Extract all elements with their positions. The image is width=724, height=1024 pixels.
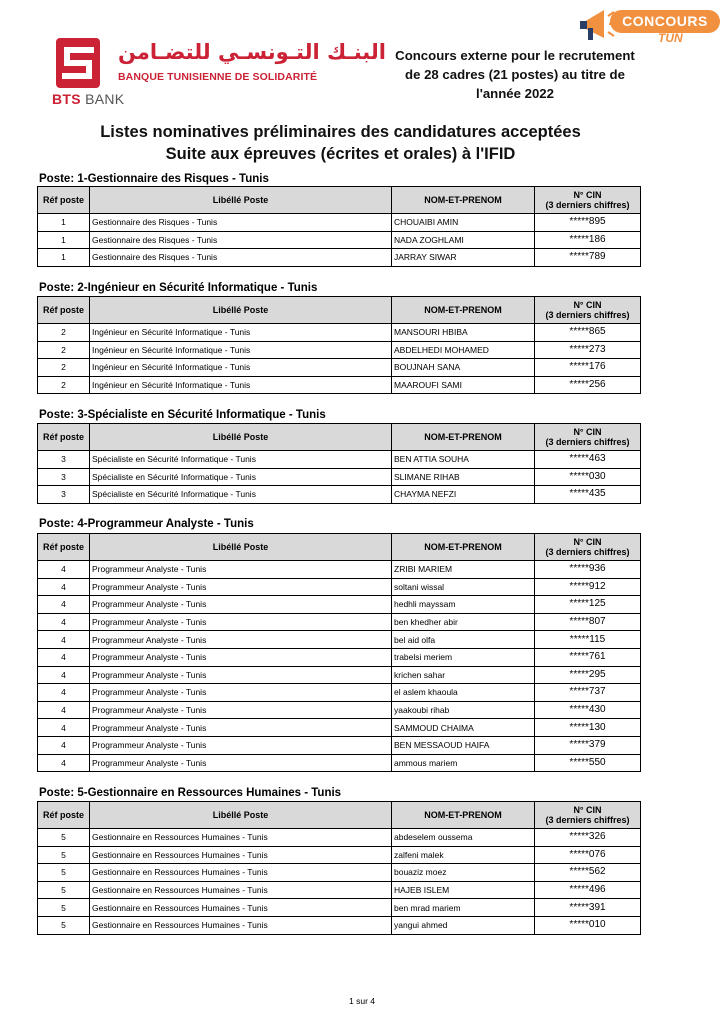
cell-ref: 4 [38, 648, 90, 666]
cell-nom: hedhli mayssam [392, 596, 535, 614]
col-header-nom: NOM-ET-PRENOM [392, 534, 535, 561]
cell-ref: 4 [38, 561, 90, 579]
cell-ref: 4 [38, 578, 90, 596]
cell-libelle: Ingénieur en Sécurité Informatique - Tunis [90, 341, 392, 359]
cell-cin: *****430 [535, 701, 641, 719]
cin-header-line: N° CIN [573, 299, 602, 310]
cell-libelle: Spécialiste en Sécurité Informatique - Tunis [90, 451, 392, 469]
cell-nom: ben khedher abir [392, 613, 535, 631]
cell-cin: *****496 [535, 881, 641, 899]
col-header-libelle: Libéllé Poste [90, 297, 392, 324]
table-header-row [38, 297, 641, 324]
table-row [38, 324, 641, 342]
cell-libelle: Spécialiste en Sécurité Informatique - Tunis [90, 486, 392, 504]
candidates-table [37, 533, 641, 772]
cell-cin: *****435 [535, 486, 641, 504]
col-header-cin [535, 534, 641, 561]
col-header-nom: NOM-ET-PRENOM [392, 297, 535, 324]
cell-ref: 5 [38, 899, 90, 917]
cell-cin: *****761 [535, 648, 641, 666]
table-row [38, 359, 641, 377]
cell-nom: yaakoubi rihab [392, 701, 535, 719]
cell-ref: 4 [38, 613, 90, 631]
cell-ref: 3 [38, 451, 90, 469]
cell-cin: *****130 [535, 719, 641, 737]
concours-line: l'année 2022 [476, 86, 554, 101]
col-header-libelle: Libéllé Poste [90, 802, 392, 829]
cell-cin: *****186 [535, 231, 641, 249]
table-row [38, 249, 641, 267]
table-row [38, 684, 641, 702]
table-row [38, 468, 641, 486]
cell-libelle: Gestionnaire en Ressources Humaines - Tunis [90, 846, 392, 864]
cell-nom: NADA ZOGHLAMI [392, 231, 535, 249]
cell-nom: zalfeni malek [392, 846, 535, 864]
cell-nom: MANSOURI HBIBA [392, 324, 535, 342]
cell-cin: *****936 [535, 561, 641, 579]
cell-libelle: Programmeur Analyste - Tunis [90, 701, 392, 719]
cell-libelle: Ingénieur en Sécurité Informatique - Tunis [90, 324, 392, 342]
cell-nom: BEN MESSAOUD HAIFA [392, 736, 535, 754]
col-header-libelle: Libéllé Poste [90, 534, 392, 561]
col-header-ref: Réf poste [38, 424, 90, 451]
cell-cin: *****125 [535, 596, 641, 614]
col-header-libelle: Libéllé Poste [90, 187, 392, 214]
cell-ref: 4 [38, 701, 90, 719]
table-row [38, 376, 641, 394]
logo-name-rest: BANK [80, 91, 125, 107]
table-header-row [38, 802, 641, 829]
cell-nom: abdeselem oussema [392, 829, 535, 847]
concours-line: Concours externe pour le recrutement [395, 48, 635, 63]
cell-libelle: Programmeur Analyste - Tunis [90, 631, 392, 649]
cell-cin: *****865 [535, 324, 641, 342]
col-header-ref: Réf poste [38, 187, 90, 214]
cell-nom: HAJEB ISLEM [392, 881, 535, 899]
cell-ref: 1 [38, 231, 90, 249]
cell-ref: 5 [38, 864, 90, 882]
cell-cin: *****789 [535, 249, 641, 267]
table-row [38, 846, 641, 864]
cell-ref: 1 [38, 249, 90, 267]
cell-ref: 4 [38, 596, 90, 614]
table-row [38, 881, 641, 899]
table-row [38, 596, 641, 614]
cell-cin: *****176 [535, 359, 641, 377]
cell-libelle: Programmeur Analyste - Tunis [90, 684, 392, 702]
table-row [38, 701, 641, 719]
section-title: Poste: 5-Gestionnaire en Ressources Humaines - Tunis [39, 787, 342, 799]
cell-ref: 5 [38, 829, 90, 847]
cell-ref: 4 [38, 666, 90, 684]
table-header-row [38, 424, 641, 451]
cell-cin: *****912 [535, 578, 641, 596]
cell-libelle: Gestionnaire des Risques - Tunis [90, 214, 392, 232]
col-header-cin [535, 297, 641, 324]
cell-cin: *****463 [535, 451, 641, 469]
cell-nom: soltani wissal [392, 578, 535, 596]
bts-logo-icon [56, 38, 100, 88]
cell-cin: *****326 [535, 829, 641, 847]
bts-bank-logo [52, 38, 386, 108]
cell-cin: *****807 [535, 613, 641, 631]
cell-ref: 3 [38, 468, 90, 486]
table-row [38, 578, 641, 596]
table-row [38, 486, 641, 504]
cell-nom: SAMMOUD CHAIMA [392, 719, 535, 737]
candidates-table [37, 801, 641, 935]
cell-nom: JARRAY SIWAR [392, 249, 535, 267]
cell-libelle: Ingénieur en Sécurité Informatique - Tunis [90, 376, 392, 394]
cell-ref: 2 [38, 324, 90, 342]
cell-ref: 4 [38, 631, 90, 649]
col-header-libelle: Libéllé Poste [90, 424, 392, 451]
badge-sub: TUN [658, 31, 683, 45]
cell-libelle: Programmeur Analyste - Tunis [90, 596, 392, 614]
cell-ref: 4 [38, 754, 90, 772]
cell-cin: *****295 [535, 666, 641, 684]
concours-tun-badge [580, 4, 722, 48]
cell-ref: 5 [38, 916, 90, 934]
table-row [38, 648, 641, 666]
cell-ref: 2 [38, 359, 90, 377]
cell-cin: *****562 [535, 864, 641, 882]
cell-nom: ammous mariem [392, 754, 535, 772]
badge-main: CONCOURS [610, 10, 720, 33]
cell-nom: ZRIBI MARIEM [392, 561, 535, 579]
title-line: Listes nominatives préliminaires des candidatures acceptées [100, 123, 581, 141]
logo-arabic-name: البنـك التـونسـي للتضـامن [118, 40, 386, 64]
cell-cin: *****550 [535, 754, 641, 772]
col-header-ref: Réf poste [38, 802, 90, 829]
cin-header-line: (3 derniers chiffres) [545, 310, 630, 320]
cell-nom: krichen sahar [392, 666, 535, 684]
cell-libelle: Programmeur Analyste - Tunis [90, 736, 392, 754]
cell-nom: MAAROUFI SAMI [392, 376, 535, 394]
cell-nom: BEN ATTIA SOUHA [392, 451, 535, 469]
cell-nom: BOUJNAH SANA [392, 359, 535, 377]
cin-header-line: (3 derniers chiffres) [545, 815, 630, 825]
table-row [38, 561, 641, 579]
col-header-nom: NOM-ET-PRENOM [392, 187, 535, 214]
cell-nom: SLIMANE RIHAB [392, 468, 535, 486]
cell-libelle: Gestionnaire des Risques - Tunis [90, 249, 392, 267]
cell-libelle: Ingénieur en Sécurité Informatique - Tunis [90, 359, 392, 377]
cell-nom: ABDELHEDI MOHAMED [392, 341, 535, 359]
cin-header-line: N° CIN [573, 536, 602, 547]
cell-cin: *****737 [535, 684, 641, 702]
cell-nom: ben mrad mariem [392, 899, 535, 917]
cell-nom: trabelsi meriem [392, 648, 535, 666]
col-header-cin [535, 802, 641, 829]
candidates-table [37, 296, 641, 394]
logo-french-name: BANQUE TUNISIENNE DE SOLIDARITÉ [118, 71, 318, 83]
table-row [38, 341, 641, 359]
table-header-row [38, 187, 641, 214]
col-header-cin [535, 424, 641, 451]
logo-bank-name [52, 91, 124, 107]
cin-header-line: N° CIN [573, 189, 602, 200]
cell-cin: *****010 [535, 916, 641, 934]
cell-libelle: Gestionnaire en Ressources Humaines - Tunis [90, 864, 392, 882]
section-title: Poste: 1-Gestionnaire des Risques - Tunis [39, 173, 269, 185]
cell-libelle: Programmeur Analyste - Tunis [90, 578, 392, 596]
table-row [38, 666, 641, 684]
section-title: Poste: 3-Spécialiste en Sécurité Informatique - Tunis [39, 409, 326, 421]
cell-ref: 4 [38, 719, 90, 737]
section-title: Poste: 4-Programmeur Analyste - Tunis [39, 518, 254, 530]
cell-libelle: Programmeur Analyste - Tunis [90, 666, 392, 684]
table-row [38, 631, 641, 649]
cin-header-line: (3 derniers chiffres) [545, 437, 630, 447]
candidates-table [37, 423, 641, 504]
col-header-nom: NOM-ET-PRENOM [392, 802, 535, 829]
page-number: 1 sur 4 [349, 996, 375, 1006]
table-row [38, 719, 641, 737]
table-row [38, 231, 641, 249]
section-title: Poste: 2-Ingénieur en Sécurité Informatique - Tunis [39, 282, 318, 294]
cin-header-line: N° CIN [573, 804, 602, 815]
logo-name-bold: BTS [52, 91, 81, 107]
table-row [38, 916, 641, 934]
col-header-nom: NOM-ET-PRENOM [392, 424, 535, 451]
table-row [38, 829, 641, 847]
table-row [38, 736, 641, 754]
document-title [0, 121, 681, 165]
concours-description [390, 46, 640, 103]
cell-ref: 4 [38, 736, 90, 754]
table-row [38, 899, 641, 917]
cin-header-line: (3 derniers chiffres) [545, 200, 630, 210]
col-header-ref: Réf poste [38, 534, 90, 561]
cell-nom: yangui ahmed [392, 916, 535, 934]
col-header-cin [535, 187, 641, 214]
cell-libelle: Gestionnaire des Risques - Tunis [90, 231, 392, 249]
concours-line: de 28 cadres (21 postes) au titre de [405, 67, 625, 82]
cell-ref: 2 [38, 376, 90, 394]
page-header [0, 0, 724, 110]
cell-ref: 2 [38, 341, 90, 359]
cell-nom: el aslem khaoula [392, 684, 535, 702]
cell-cin: *****030 [535, 468, 641, 486]
cell-libelle: Programmeur Analyste - Tunis [90, 613, 392, 631]
cell-cin: *****379 [535, 736, 641, 754]
cell-libelle: Spécialiste en Sécurité Informatique - Tunis [90, 468, 392, 486]
cin-header-line: N° CIN [573, 426, 602, 437]
cell-libelle: Gestionnaire en Ressources Humaines - Tunis [90, 829, 392, 847]
cell-libelle: Programmeur Analyste - Tunis [90, 561, 392, 579]
cell-nom: bouaziz moez [392, 864, 535, 882]
table-row [38, 451, 641, 469]
cell-ref: 4 [38, 684, 90, 702]
cell-ref: 3 [38, 486, 90, 504]
cell-cin: *****076 [535, 846, 641, 864]
table-row [38, 864, 641, 882]
col-header-ref: Réf poste [38, 297, 90, 324]
cell-libelle: Programmeur Analyste - Tunis [90, 719, 392, 737]
cell-cin: *****391 [535, 899, 641, 917]
title-line: Suite aux épreuves (écrites et orales) à l'IFID [165, 145, 516, 163]
table-row [38, 613, 641, 631]
cell-libelle: Gestionnaire en Ressources Humaines - Tunis [90, 916, 392, 934]
table-header-row [38, 534, 641, 561]
cell-nom: CHAYMA NEFZI [392, 486, 535, 504]
cin-header-line: (3 derniers chiffres) [545, 547, 630, 557]
cell-libelle: Gestionnaire en Ressources Humaines - Tunis [90, 899, 392, 917]
cell-ref: 5 [38, 846, 90, 864]
cell-ref: 5 [38, 881, 90, 899]
cell-cin: *****273 [535, 341, 641, 359]
megaphone-icon [580, 6, 616, 46]
cell-cin: *****115 [535, 631, 641, 649]
cell-cin: *****895 [535, 214, 641, 232]
cell-libelle: Programmeur Analyste - Tunis [90, 754, 392, 772]
cell-nom: bel aid olfa [392, 631, 535, 649]
cell-ref: 1 [38, 214, 90, 232]
table-row [38, 754, 641, 772]
cell-libelle: Programmeur Analyste - Tunis [90, 648, 392, 666]
cell-cin: *****256 [535, 376, 641, 394]
table-row [38, 214, 641, 232]
cell-libelle: Gestionnaire en Ressources Humaines - Tunis [90, 881, 392, 899]
cell-nom: CHOUAIBI AMIN [392, 214, 535, 232]
candidates-table [37, 186, 641, 267]
